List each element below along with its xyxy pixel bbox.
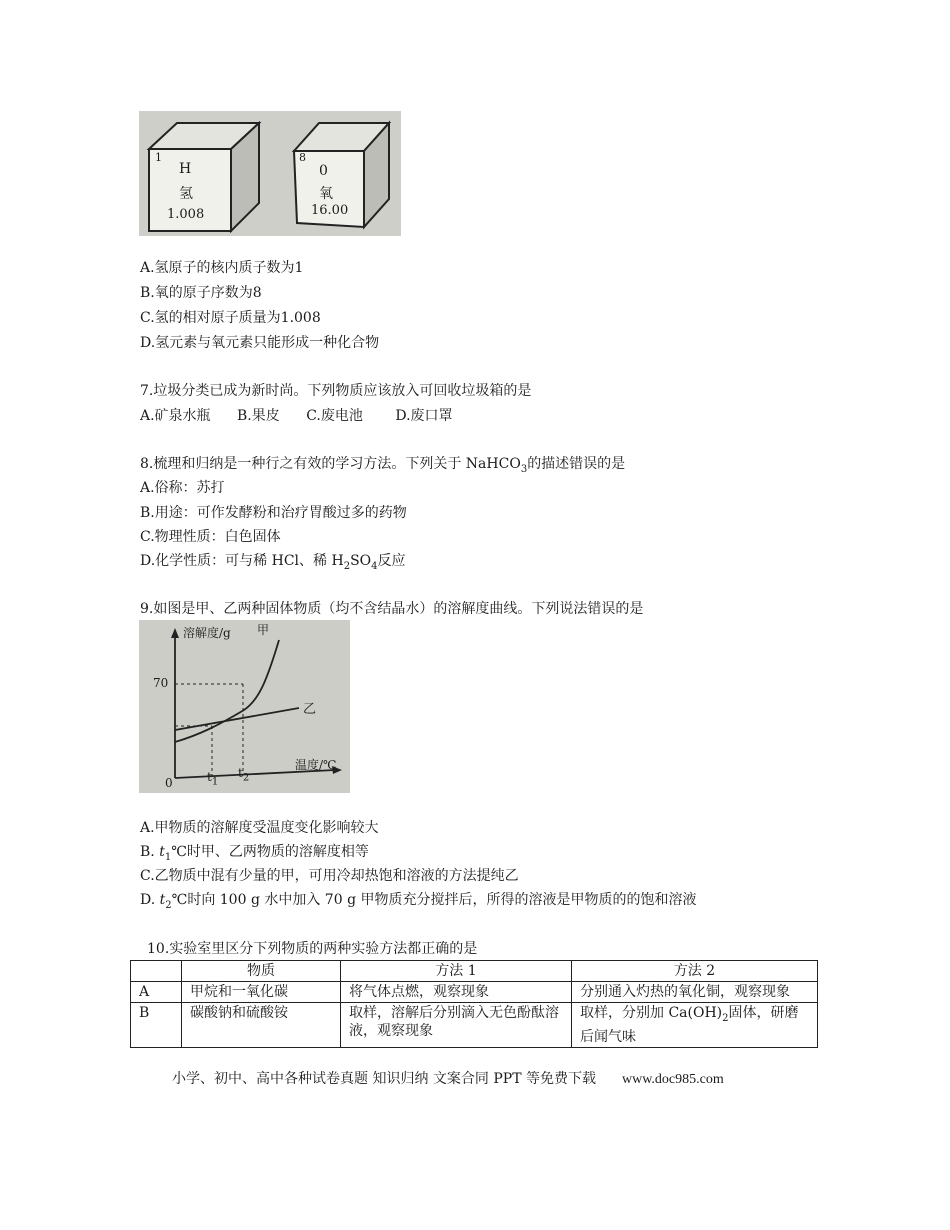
header-blank — [131, 961, 182, 982]
page-footer — [172, 1068, 724, 1088]
card-h-symbol: H — [179, 161, 192, 177]
q9-option-c: C.乙物质中混有少量的甲，可用冷却热饱和溶液的方法提纯乙 — [140, 868, 519, 884]
q7-option-d: D.废口罩 — [395, 408, 453, 424]
card-o-number: 8 — [299, 151, 306, 164]
q9-stem: 9.如图是甲、乙两种固体物质（均不含结晶水）的溶解度曲线。下列说法错误的是 — [140, 601, 644, 617]
table-header-row — [131, 961, 818, 982]
graph-origin: 0 — [165, 776, 173, 790]
q6-option-c: C.氢的相对原子质量为1.008 — [140, 310, 321, 326]
card-h-number: 1 — [155, 151, 162, 164]
graph-curve-yi-label: 乙 — [303, 702, 317, 717]
row-b-method1: 取样，溶解后分别滴入无色酚酞溶液，观察现象 — [341, 1003, 572, 1048]
graph-y-70: 70 — [153, 676, 169, 690]
q7-option-a: A.矿泉水瓶 — [140, 408, 211, 424]
q7-option-b: B.果皮 — [237, 408, 280, 424]
graph-ylabel: 溶解度/g — [183, 626, 231, 640]
footer-url[interactable]: www.doc985.com — [621, 1072, 724, 1087]
q7-stem: 7.垃圾分类已成为新时尚。下列物质应该放入可回收垃圾箱的是 — [140, 383, 532, 399]
header-substance: 物质 — [182, 961, 341, 982]
row-b-label: B — [131, 1003, 182, 1048]
q7-option-c: C.废电池 — [306, 408, 363, 424]
row-a-method1: 将气体点燃，观察现象 — [341, 982, 572, 1003]
card-h-name: 氢 — [179, 186, 193, 202]
element-cards-photo — [139, 111, 401, 236]
q6-option-a: A.氢原子的核内质子数为1 — [140, 260, 304, 276]
footer-text: 小学、初中、高中各种试卷真题 知识归纳 文案合同 PPT 等免费下载 — [172, 1071, 596, 1087]
row-b-method2: 取样，分别加 $Ca(OH)_2$固体，研磨后闻气味 — [572, 1003, 818, 1048]
q6-option-b: B.氧的原子序数为8 — [140, 285, 262, 301]
row-a-label: A — [131, 982, 182, 1003]
q10-table — [130, 960, 818, 1048]
q7-options — [140, 406, 453, 426]
graph-t1-label: $t_1$ — [207, 770, 219, 788]
q6-option-d: D.氢元素与氧元素只能形成一种化合物 — [140, 335, 380, 351]
solubility-graph — [139, 620, 350, 793]
card-o-mass: 16.00 — [311, 203, 349, 218]
header-method2: 方法 2 — [572, 961, 818, 982]
q8-option-c: C.物理性质：白色固体 — [140, 529, 281, 545]
row-b-substance: 碳酸钠和硫酸铵 — [182, 1003, 341, 1048]
q9-option-d: D. $t_2℃$时向 100 g 水中加入 70 g 甲物质充分搅拌后，所得的溶液是甲物质的的饱和溶液 — [140, 892, 697, 911]
table-row — [131, 1003, 818, 1048]
graph-t2-label: $t_2$ — [238, 766, 250, 784]
q8-stem: 8.梳理和归纳是一种行之有效的学习方法。下列关于 NaHCO$_3$的描述错误的是 — [140, 456, 626, 475]
header-method1: 方法 1 — [341, 961, 572, 982]
q9-option-a: A.甲物质的溶解度受温度变化影响较大 — [140, 820, 379, 836]
card-o-symbol: 0 — [319, 163, 328, 179]
q8-option-b: B.用途：可作发酵粉和治疗胃酸过多的药物 — [140, 505, 407, 521]
graph-xlabel: 温度/℃ — [295, 758, 337, 772]
card-o-name: 氧 — [319, 186, 333, 202]
table-row — [131, 982, 818, 1003]
q8-option-a: A.俗称：苏打 — [140, 480, 225, 496]
q10-stem: 10.实验室里区分下列物质的两种实验方法都正确的是 — [147, 941, 478, 957]
graph-curve-jia-label: 甲 — [257, 623, 270, 637]
row-a-substance: 甲烷和一氧化碳 — [182, 982, 341, 1003]
q8-option-d: D.化学性质：可与稀 HCl、稀 $H_2SO_4$反应 — [140, 553, 406, 572]
card-h-mass: 1.008 — [167, 207, 205, 222]
row-a-method2: 分别通入灼热的氧化铜，观察现象 — [572, 982, 818, 1003]
q9-option-b: B. $t_1℃$时甲、乙两物质的溶解度相等 — [140, 844, 369, 863]
